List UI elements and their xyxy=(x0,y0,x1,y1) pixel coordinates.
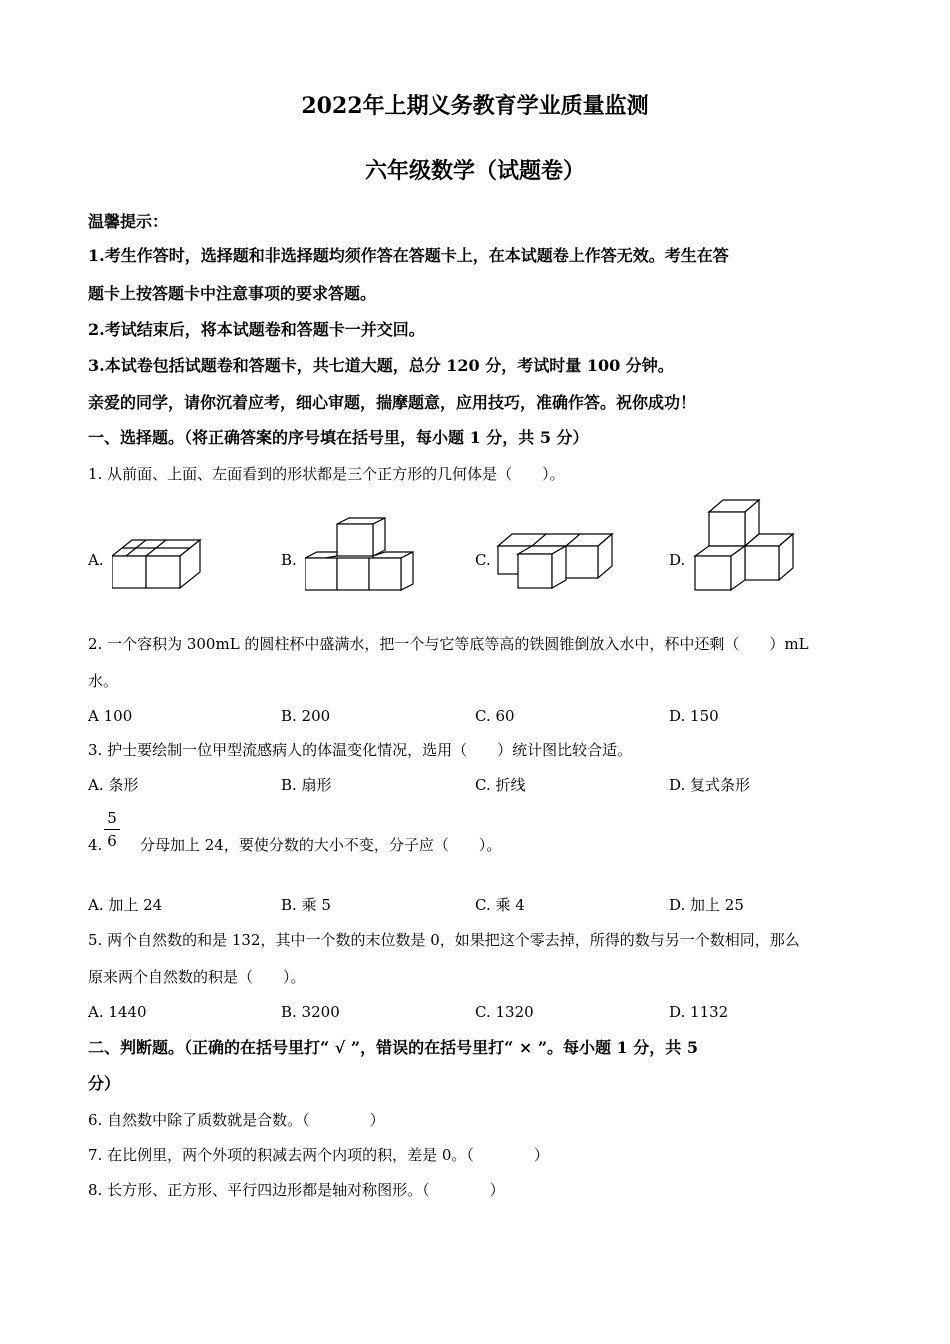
question-1-text: 1. 从前面、上面、左面看到的形状都是三个正方形的几何体是（ ）。 xyxy=(88,465,565,483)
question-5-line-1: 5. 两个自然数的和是 132，其中一个数的末位数是 0，如果把这个零去掉，所得的数与另一个数相同，那么 xyxy=(88,931,800,949)
cube-figure-c xyxy=(496,532,616,592)
question-6-text: 6. 自然数中除了质数就是合数。（ ） xyxy=(88,1111,385,1129)
q3-option-d: D. 复式条形 xyxy=(669,776,751,794)
fraction-bar xyxy=(104,829,120,830)
question-7-text: 7. 在比例里，两个外项的积减去两个内项的积，差是 0。（ ） xyxy=(88,1146,549,1164)
cube-figure-b xyxy=(305,516,417,592)
notice-item-1-line-1: 1.考生作答时，选择题和非选择题均须作答在答题卡上，在本试题卷上作答无效。考生在答 xyxy=(88,246,729,265)
q5-option-a: A. 1440 xyxy=(88,1003,147,1021)
q4-option-d: D. 加上 25 xyxy=(669,896,744,914)
question-5-line-2: 原来两个自然数的积是（ ）。 xyxy=(88,968,306,986)
q1-option-b-label: B. xyxy=(281,551,297,569)
cube-figure-a xyxy=(112,536,208,592)
q3-option-c: C. 折线 xyxy=(475,776,526,794)
notice-item-2: 2.考试结束后，将本试题卷和答题卡一并交回。 xyxy=(88,320,425,339)
q5-option-b: B. 3200 xyxy=(281,1003,340,1021)
section-2-heading-line-2: 分） xyxy=(88,1074,121,1093)
q2-option-c: C. 60 xyxy=(475,707,515,725)
q4-option-b: B. 乘 5 xyxy=(281,896,331,914)
q5-option-d: D. 1132 xyxy=(669,1003,729,1021)
cube-figure-d xyxy=(693,498,797,592)
notice-item-1-line-2: 题卡上按答题卡中注意事项的要求答题。 xyxy=(88,284,377,303)
question-4-text: 分母加上 24，要使分数的大小不变，分子应（ ）。 xyxy=(140,836,502,854)
exam-title: 2022年上期义务教育学业质量监测 xyxy=(301,93,649,119)
q2-option-a: A 100 xyxy=(88,707,133,725)
notice-item-3: 3.本试卷包括试题卷和答题卡，共七道大题，总分 120 分，考试时量 100 分钟。 xyxy=(88,356,674,375)
fraction-numerator: 5 xyxy=(107,809,117,827)
q2-option-b: B. 200 xyxy=(281,707,331,725)
q1-option-c-label: C. xyxy=(475,551,491,569)
section-1-heading: 一、选择题。（将正确答案的序号填在括号里，每小题 1 分，共 5 分） xyxy=(88,428,589,447)
q5-option-c: C. 1320 xyxy=(475,1003,534,1021)
q4-option-a: A. 加上 24 xyxy=(88,896,163,914)
fraction-denominator: 6 xyxy=(107,832,117,850)
question-4-number: 4. xyxy=(88,836,103,854)
question-2-line-2: 水。 xyxy=(88,672,119,690)
notice-encouragement: 亲爱的同学，请你沉着应考，细心审题，揣摩题意，应用技巧，准确作答。祝你成功！ xyxy=(88,393,697,412)
q2-option-d: D. 150 xyxy=(669,707,719,725)
question-8-text: 8. 长方形、正方形、平行四边形都是轴对称图形。（ ） xyxy=(88,1181,505,1199)
exam-subtitle: 六年级数学（试题卷） xyxy=(364,158,585,184)
q3-option-b: B. 扇形 xyxy=(281,776,332,794)
q3-option-a: A. 条形 xyxy=(88,776,139,794)
question-3-text: 3. 护士要绘制一位甲型流感病人的体温变化情况，选用（ ）统计图比较合适。 xyxy=(88,741,633,759)
q1-option-a-label: A. xyxy=(88,551,104,569)
question-2-line-1: 2. 一个容积为 300mL 的圆柱杯中盛满水，把一个与它等底等高的铁圆锥倒放入水中，杯中还剩（ ）mL xyxy=(88,635,809,653)
section-2-heading-line-1: 二、判断题。（正确的在括号里打“ √ ”，错误的在括号里打“ × ”。每小题 1 分，共 5 xyxy=(88,1038,698,1057)
q1-option-d-label: D. xyxy=(669,551,686,569)
notice-heading: 温馨提示： xyxy=(88,212,169,231)
fraction-five-sixths xyxy=(104,810,120,849)
q4-option-c: C. 乘 4 xyxy=(475,896,525,914)
